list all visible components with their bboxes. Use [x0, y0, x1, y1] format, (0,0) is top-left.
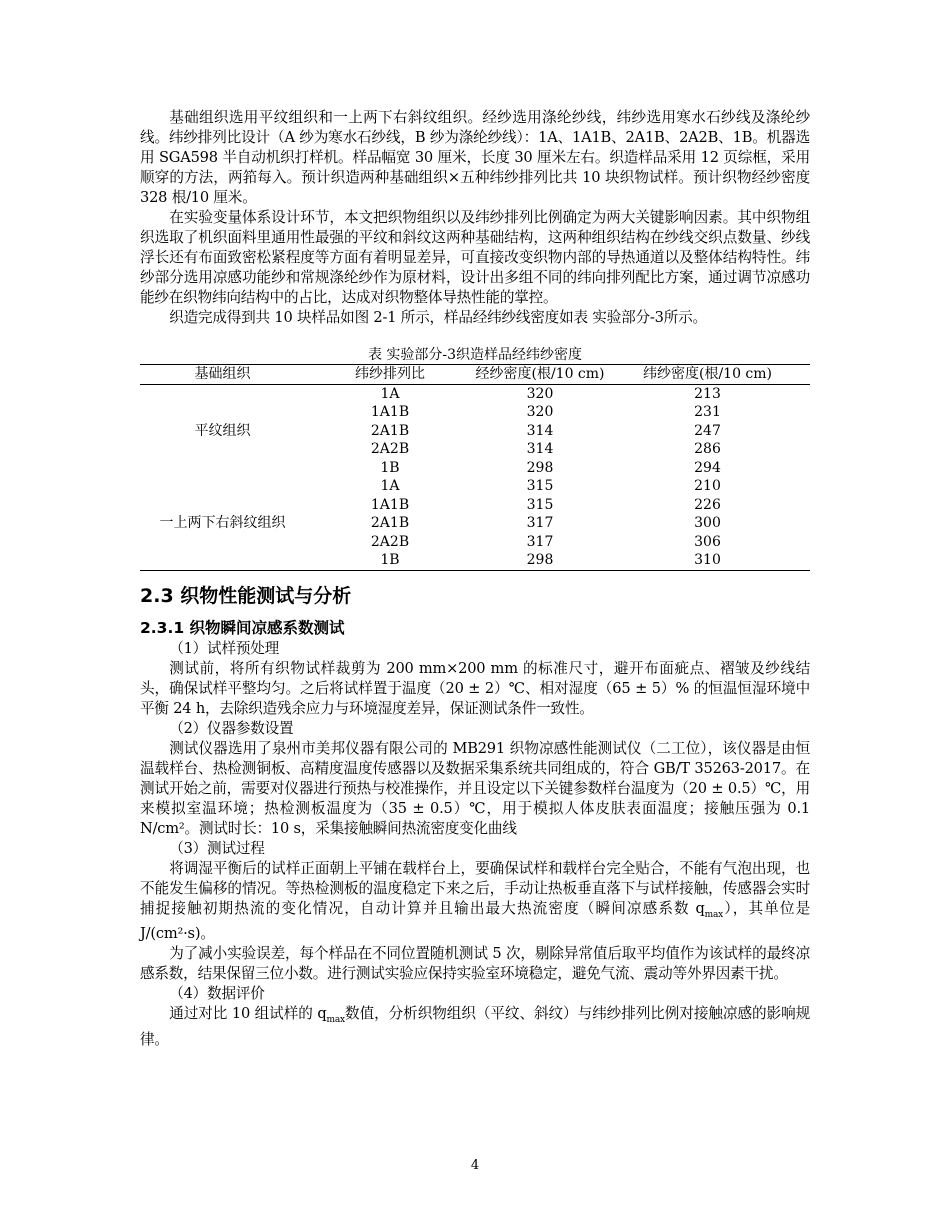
table-header-row: [140, 365, 810, 385]
cell-weft-density: 286: [694, 441, 721, 457]
cell-warp-density: 298: [526, 459, 554, 476]
paragraph-evaluation: [140, 1004, 810, 1050]
cell-warp-density: 320: [526, 404, 554, 420]
table-row: [140, 477, 810, 496]
cell-weft-density: 294: [694, 459, 721, 476]
cell-weft-ratio: 1A: [380, 478, 400, 494]
cell-weft-ratio: 2A1B: [370, 515, 410, 531]
cell-warp-density: 298: [475, 551, 605, 570]
paragraph-procedure-2: 为了减小实验误差，每个样品在不同位置随机测试 5 次，剔除异常值后取平均值作为该试样的最终凉感系数，结果保留三位小数。进行测试实验应保持实验室环境稳定，避免气流、震动等外界因素干扰。: [140, 945, 810, 983]
cell-weft-density: 247: [694, 422, 721, 439]
subheading-procedure: （3）测试过程: [169, 839, 265, 857]
table-row: [140, 384, 810, 403]
paragraph-variable-design: 在实验变量体系设计环节，本文把织物组织以及纬纱排列比例确定为两大关键影响因素。其中织物组织选取了机织面料里通用性最强的平纹和斜纹这两种基础结构，这两种组织结构在纱线交织点数量、纱线浮长还有布面致密松紧程度等方面有着明显差异，可直接改变织物内部的导热通道以及整体结构特性。纬纱部分选用凉感功能纱和常规涤纶纱作为原材料，设计出多组不同的纬向排列配比方案，通过调节凉感功能纱在织物纬向结构中的占比，达成对织物整体导热性能的掌控。: [140, 209, 810, 306]
qmax-subscript: max: [704, 909, 724, 920]
header-base-weave: 基础组织: [140, 365, 305, 385]
evaluation-text-b: 数值，分析织物组织（平纹、斜纹）与纬纱排列比例对接触凉感的影响规律。: [140, 1005, 810, 1049]
document-page: [140, 108, 810, 1050]
cell-warp-density: 317: [526, 533, 554, 550]
cell-weft-ratio: 2A1B: [370, 422, 410, 439]
cell-weft-density: 226: [694, 496, 721, 513]
cell-warp-density: 317: [526, 515, 554, 531]
cell-weft-density: 231: [694, 404, 721, 420]
subheading-evaluation: （4）数据评价: [169, 985, 265, 1003]
cell-weft-ratio: 2A2B: [370, 441, 410, 457]
header-warp-density: 经纱密度(根/10 cm): [475, 366, 605, 382]
page-number: 4: [470, 1158, 480, 1173]
section-heading-2-3: 2.3 织物性能测试与分析: [140, 584, 352, 607]
paragraph-instrument: 测试仪器选用了泉州市美邦仪器有限公司的 MB291 织物凉感性能测试仪（二工位），该仪器是由恒温载样台、热检测铜板、高精度温度传感器以及数据采集系统共同组成的，符合 GB/T 35263-2017。在测试开始之前，需要对仪器进行预热与校准操作，并且设定以下关键参数样台温度为（20 ± 0.5）℃，用来模拟室温环境；热检测板温度为（35 ± 0.5）℃，用于模拟人体皮肤表面温度；接触压强为 0.1 N/cm²。测试时长：10 s，采集接触瞬间热流密度变化曲线: [140, 739, 810, 837]
cell-warp-density: 315: [526, 478, 554, 494]
density-table: [140, 364, 810, 571]
evaluation-text-a: 通过对比 10 组试样的 q: [169, 1005, 327, 1023]
section-heading-2-3-1: 2.3.1 织物瞬间凉感系数测试: [140, 618, 345, 637]
cell-weft-ratio: 1B: [380, 459, 400, 476]
cell-warp-density: 314: [526, 422, 554, 439]
table-caption: 表 实验部分-3织造样品经纬纱密度: [367, 347, 583, 363]
subheading-instrument: （2）仪器参数设置: [169, 719, 294, 737]
table-body: [140, 384, 810, 570]
header-weft-ratio: 纬纱排列比: [305, 365, 475, 385]
paragraph-weave-design: 基础组织选用平纹组织和一上两下右斜纹组织。经纱选用涤纶纱线，纬纱选用寒水石纱线及涤纶纱线。纬纱排列比设计（A 纱为寒水石纱线，B 纱为涤纶纱线）：1A、1A1B、2A1B、2A2B、1B。机器选用 SGA598 半自动机织打样机。样品幅宽 30 厘米，长度 30 厘米左右。织造样品采用 12 页综框，采用顺穿的方法，两筘每入。预计织造两种基础组织×五种纬纱排列比共 10 块织物试样。预计织物经纱密度 328 根/10 厘米。: [140, 109, 810, 206]
cell-warp-density: 315: [526, 496, 554, 513]
paragraph-procedure-1: [140, 859, 810, 945]
cell-base-weave: 平纹组织: [194, 422, 251, 439]
cell-warp-density: 314: [526, 441, 554, 457]
cell-weft-ratio: 1A1B: [370, 496, 410, 513]
procedure-text-a: 将调湿平衡后的试样正面朝上平铺在载样台上，要确保试样和载样台完全贴合，不能有气泡出现，也不能发生偏移的情况。等热检测板的温度稳定下来之后，手动让热板垂直落下与试样接触，传感器会实时捕捉接触初期热流的变化情况，自动计算并且输出最大热流密度（瞬间凉感系数 q: [140, 859, 810, 917]
cell-weft-ratio: 1B: [305, 551, 475, 570]
header-weft-density: 纬纱密度(根/10 cm): [605, 365, 810, 385]
cell-weft-density: 300: [694, 515, 721, 531]
cell-weft-ratio: 1A: [380, 385, 400, 402]
cell-weft-density: 213: [694, 385, 721, 402]
procedure-text-b: ），其单位是 J/(cm²·s)。: [140, 899, 810, 943]
cell-weft-density: 306: [694, 533, 721, 550]
cell-weft-ratio: 2A2B: [370, 533, 410, 550]
paragraph-sample-summary: 织造完成得到共 10 块样品如图 2-1 所示，样品经纬纱线密度如表 实验部分-3所示。: [169, 309, 707, 326]
cell-base-weave: 一上两下右斜纹组织: [140, 477, 305, 570]
cell-weft-ratio: 1A1B: [370, 404, 410, 420]
cell-weft-density: 210: [694, 478, 721, 494]
paragraph-pretreatment: 测试前，将所有织物试样裁剪为 200 mm×200 mm 的标准尺寸，避开布面疵点、褶皱及纱线结头，确保试样平整均匀。之后将试样置于温度（20 ± 2）℃、相对湿度（65 ± 5）% 的恒温恒湿环境中平衡 24 h，去除织造残余应力与环境湿度差异，保证测试条件一致性。: [140, 659, 810, 717]
cell-weft-density: 310: [605, 551, 810, 570]
cell-warp-density: 320: [526, 385, 554, 402]
subheading-pretreatment: （1）试样预处理: [169, 639, 280, 657]
qmax-subscript-2: max: [326, 1015, 345, 1026]
